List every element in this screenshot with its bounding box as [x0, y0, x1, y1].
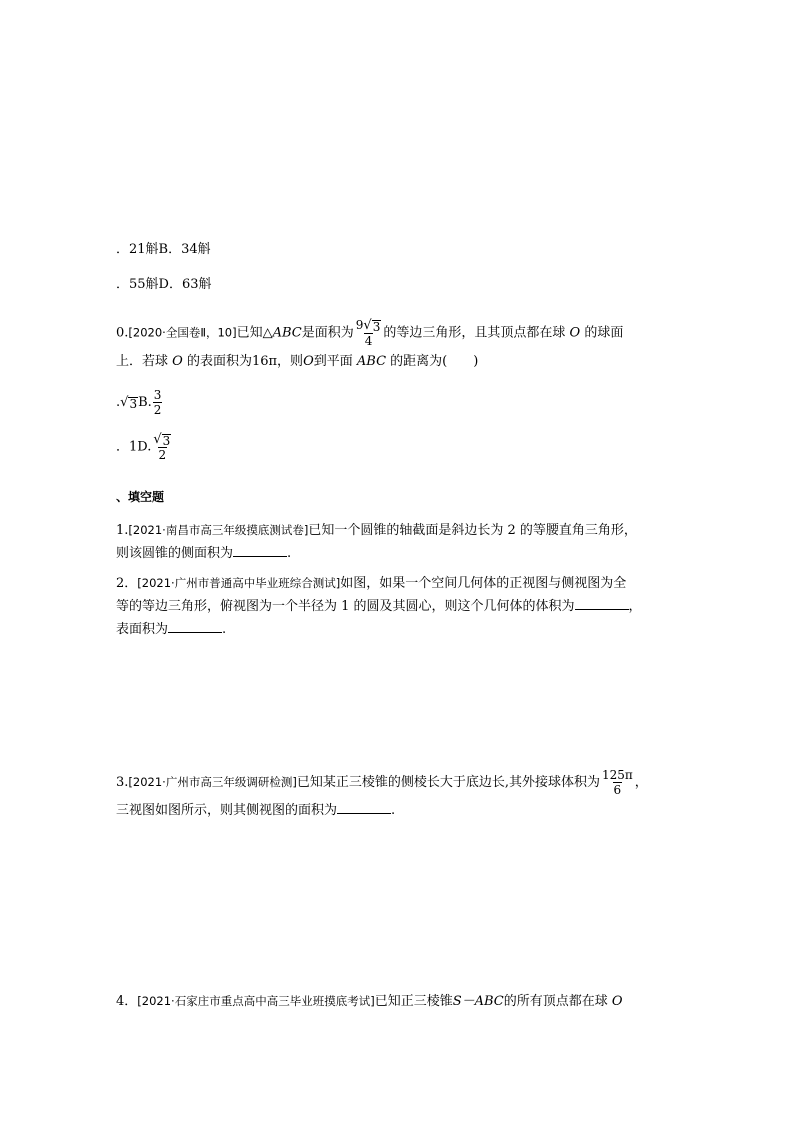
math-abc: ABC [272, 325, 302, 341]
options-line-2: ．55斛D．63斛 [116, 277, 212, 292]
question-10: 0.[2020·全国卷Ⅱ，10]已知△ABC是面积为 9 √ 3 4 的等边三角形，且其顶点都在球 O 的球面 上．若球 O 的表面积为16π，则O到平面 ABC 的距离为( ) [116, 318, 624, 369]
question-source: [2021·石家庄市重点高中高三毕业班摸底考试] [137, 994, 375, 1008]
question-number: 0. [116, 325, 129, 341]
fraction-area: 9 √ 3 4 [355, 318, 381, 348]
question-source: [2021·广州市高三年级调研检测] [128, 775, 297, 789]
math-sabc: S－ABC [452, 994, 504, 1009]
fraction-sqrt3-2: √ 3 2 [153, 432, 171, 462]
question-1: 1.[2021·南昌市高三年级摸底测试卷]已知一个圆锥的轴截面是斜边长为 2 的等腰直角三角形， 则该圆锥的侧面积为 . [116, 523, 637, 561]
question-text: 的等边三角形，且其顶点都在球 [383, 325, 566, 341]
fraction-3-2: $\frac{3}{2}$ [153, 388, 162, 417]
answer-blank[interactable] [337, 801, 391, 814]
question-text: 已知△ [236, 325, 273, 341]
answer-blank-volume[interactable] [575, 597, 629, 610]
question-source: [2021·南昌市高三年级摸底测试卷] [128, 523, 309, 537]
q10-options-cd: ．1D. √ 3 2 [116, 432, 171, 462]
question-3: 3.[2021·广州市高三年级调研检测]已知某正三棱锥的侧棱长大于底边长,其外接球体积为 $\frac{125\pi}{6}$ ， 三视图如图所示，则其侧视图的面积为 . [116, 768, 648, 818]
question-source: [2021·广州市普通高中毕业班综合测试] [137, 576, 341, 590]
options-line-1: ．21斛B．34斛 [116, 242, 211, 257]
sqrt-3: √ 3 [120, 395, 138, 411]
fraction-125pi-6: $\frac{125\pi}{6}$ [601, 768, 633, 797]
answer-blank-surface[interactable] [168, 620, 222, 633]
q10-options-ab: . √ 3 B. $\frac{3}{2}$ [116, 388, 162, 417]
section-title: 、填空题 [116, 490, 165, 504]
question-4: 4．[2021·石家庄市重点高中高三毕业班摸底考试]已知正三棱锥S－ABC的所有顶点都在球 O [116, 994, 623, 1009]
question-text: 是面积为 [301, 325, 354, 341]
question-2: 2．[2021·广州市普通高中毕业班综合测试]如图，如果一个空间几何体的正视图与侧视图为全 等的等边三角形，俯视图为一个半径为 1 的圆及其圆心，则这个几何体的体积为 ， 表面积为 . [116, 576, 642, 637]
question-source: [2020·全国卷Ⅱ，10] [128, 325, 237, 340]
answer-blank[interactable] [233, 544, 287, 557]
